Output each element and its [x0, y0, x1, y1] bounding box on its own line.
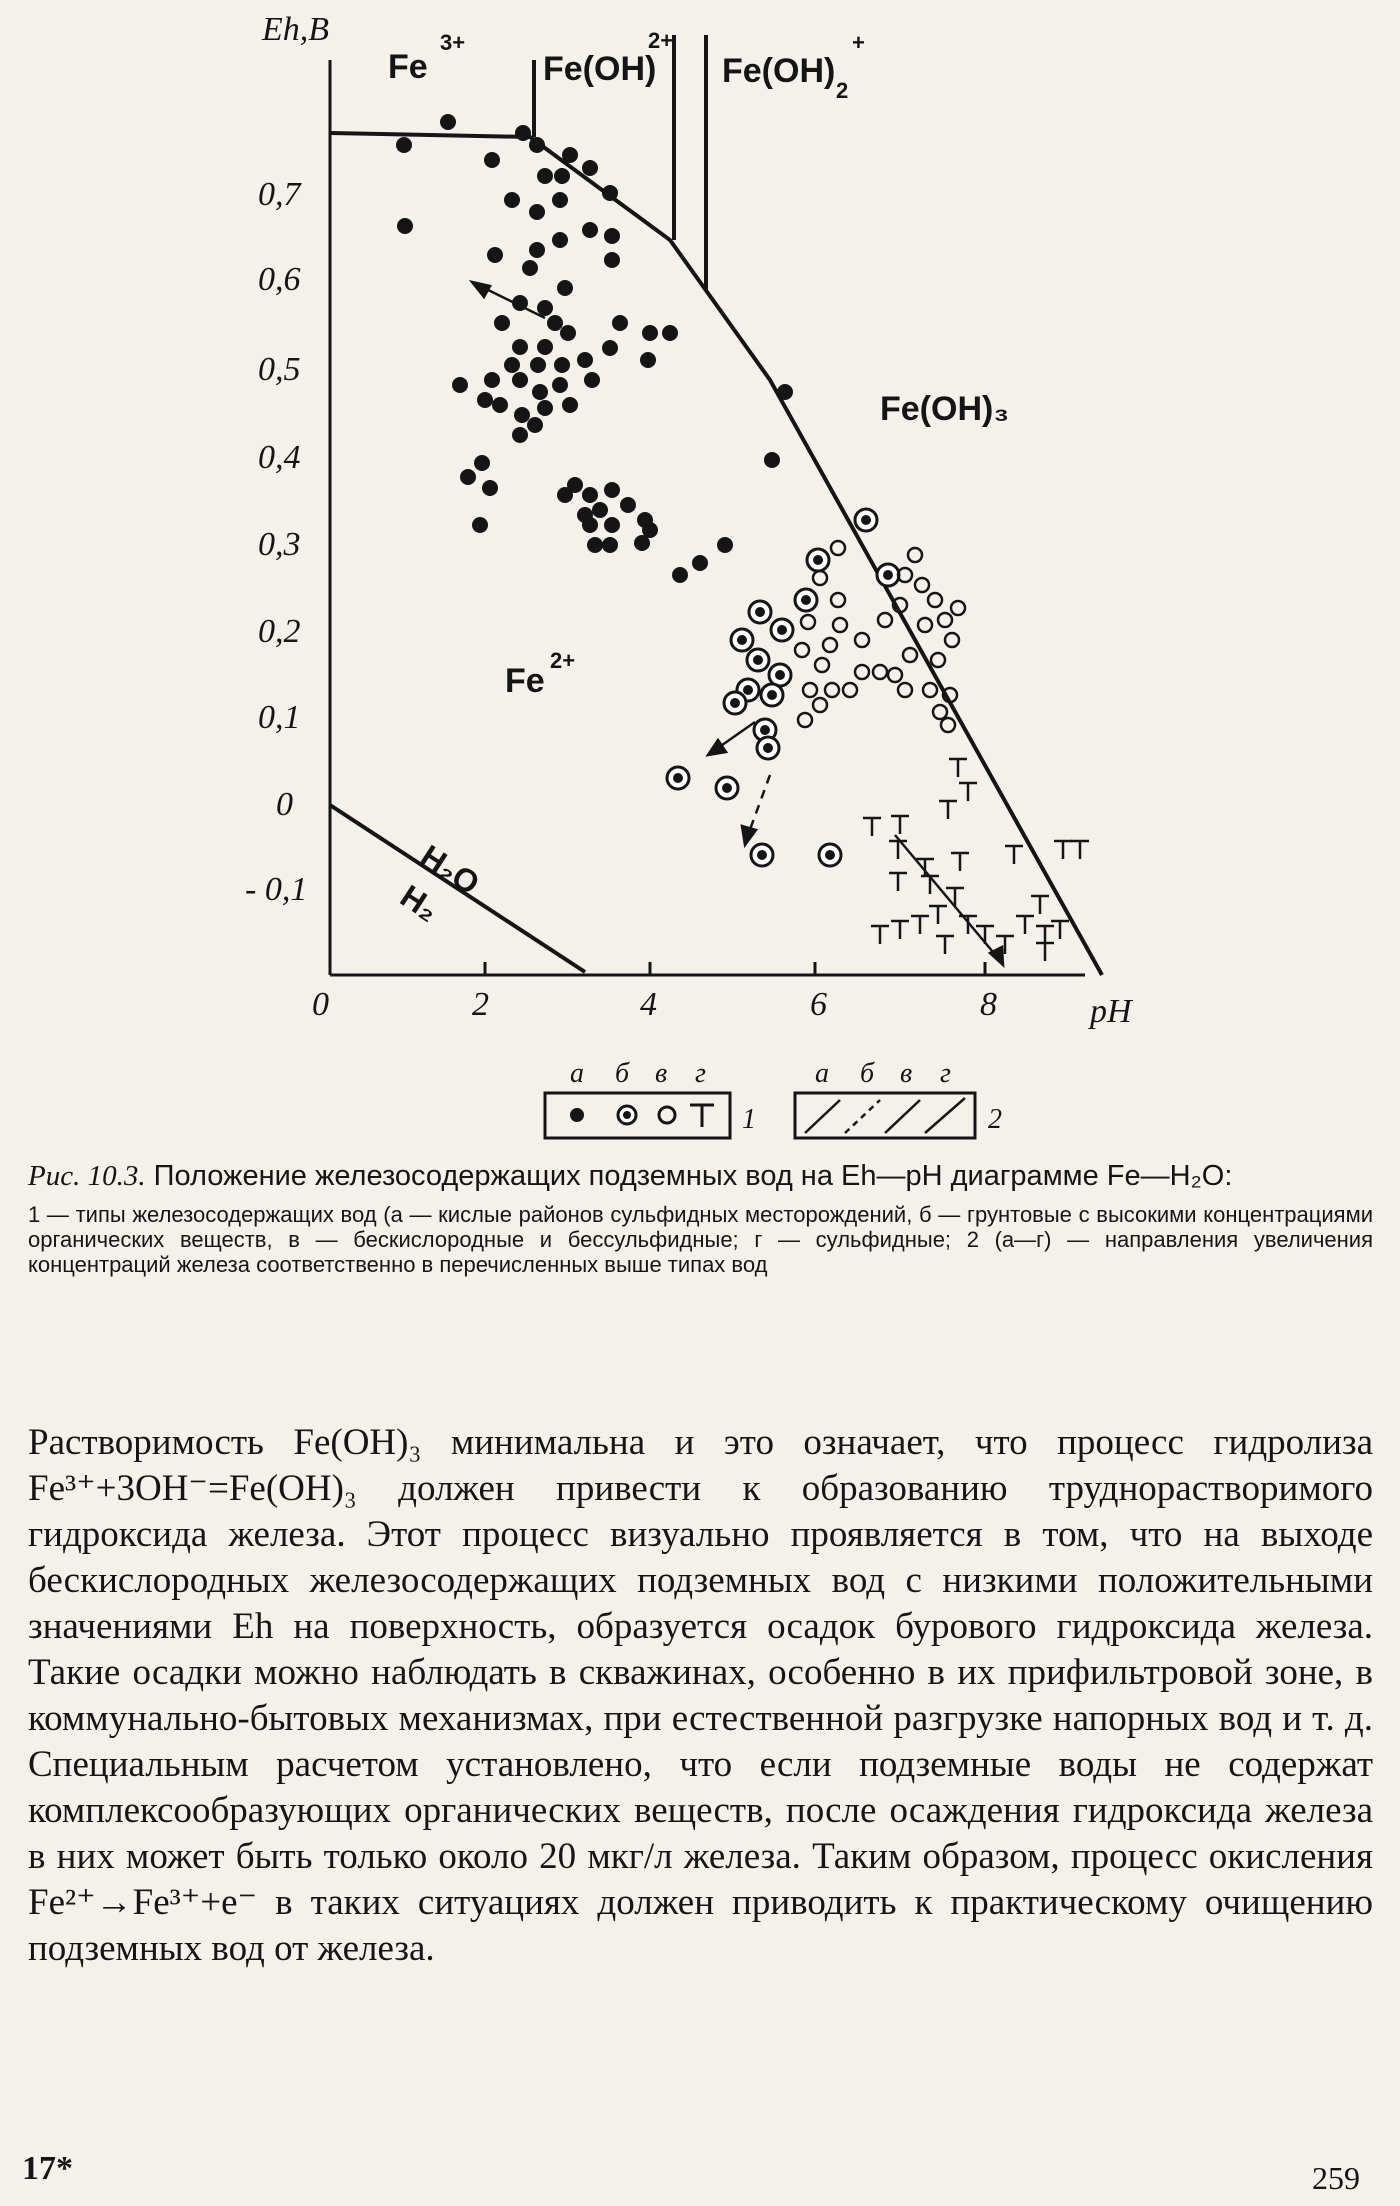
- y-tick-label: 0,4: [258, 439, 301, 476]
- water-point-c: [798, 713, 812, 727]
- arrowhead: [472, 282, 490, 297]
- caption-title: Положение железосодержащих подземных вод на Eh—pH диаграмме Fe—H₂O:: [153, 1160, 1233, 1192]
- water-point-a: [530, 357, 546, 373]
- water-point-a: [592, 502, 608, 518]
- water-point-a: [472, 517, 488, 533]
- water-point-d: [889, 841, 907, 859]
- legend-group-1-number: 1: [742, 1104, 756, 1135]
- water-point-c: [855, 633, 869, 647]
- legend-letter: г: [695, 1058, 706, 1089]
- water-point-b-core: [813, 555, 823, 565]
- water-point-a: [764, 452, 780, 468]
- x-tick-label: 6: [810, 986, 827, 1023]
- y-tick-labels: [245, 176, 307, 908]
- water-point-d: [936, 936, 954, 954]
- water-point-d: [863, 818, 881, 836]
- legend-letter: а: [815, 1058, 829, 1089]
- water-point-a: [582, 517, 598, 533]
- water-point-c: [908, 548, 922, 562]
- water-point-a: [604, 517, 620, 533]
- water-point-a: [397, 218, 413, 234]
- water-point-d: [891, 816, 909, 834]
- water-point-d: [891, 921, 909, 939]
- water-point-a: [532, 384, 548, 400]
- trend-arrow-d: [895, 835, 998, 958]
- water-point-c: [813, 698, 827, 712]
- water-point-a: [582, 487, 598, 503]
- water-point-d: [949, 759, 967, 777]
- water-point-a: [514, 407, 530, 423]
- water-point-a: [552, 377, 568, 393]
- water-point-a: [602, 185, 618, 201]
- water-point-d: [889, 873, 907, 891]
- legend-symbol-b-core: [623, 1111, 631, 1119]
- y-tick-label: - 0,1: [245, 871, 308, 908]
- water-point-a: [494, 315, 510, 331]
- water-point-a: [560, 325, 576, 341]
- water-point-d: [1016, 916, 1034, 934]
- water-point-d: [946, 888, 964, 906]
- water-point-a: [474, 455, 490, 471]
- water-point-a: [529, 204, 545, 220]
- water-point-b-core: [861, 515, 871, 525]
- water-point-b-core: [755, 607, 765, 617]
- water-point-c: [928, 593, 942, 607]
- water-point-b-core: [777, 625, 787, 635]
- water-point-b-core: [753, 655, 763, 665]
- legend-letter: б: [615, 1058, 630, 1089]
- water-point-a: [529, 137, 545, 153]
- water-point-a: [522, 260, 538, 276]
- water-point-a: [452, 377, 468, 393]
- water-point-c: [923, 683, 937, 697]
- water-point-b-core: [760, 725, 770, 735]
- water-point-a: [547, 315, 563, 331]
- water-point-c: [918, 618, 932, 632]
- water-point-c: [941, 718, 955, 732]
- field-label-feoh3: Fe(OH)₃: [880, 390, 1010, 428]
- water-point-c: [831, 593, 845, 607]
- water-point-a: [512, 339, 528, 355]
- field-label-feoh2-sub: 2: [836, 78, 849, 103]
- field-label-fe3-charge: 3+: [440, 30, 466, 55]
- water-point-a: [557, 280, 573, 296]
- water-point-c: [813, 571, 827, 585]
- field-label-feoh2-charge: +: [852, 30, 865, 55]
- water-point-a: [640, 352, 656, 368]
- water-point-c: [843, 683, 857, 697]
- x-tick-label: 0: [312, 986, 329, 1023]
- water-point-c: [878, 613, 892, 627]
- trend-arrows: [472, 282, 1003, 965]
- water-point-c: [823, 638, 837, 652]
- x-axis-ticks: [485, 962, 985, 975]
- legend-letter: б: [860, 1058, 875, 1089]
- y-tick-label: 0,2: [258, 613, 301, 650]
- water-point-b-core: [767, 690, 777, 700]
- water-point-a: [537, 300, 553, 316]
- field-label-feoh2: Fe(OH): [722, 52, 836, 90]
- water-point-a: [552, 192, 568, 208]
- water-point-d: [1036, 943, 1054, 961]
- water-point-b-core: [775, 670, 785, 680]
- water-point-c: [915, 578, 929, 592]
- water-point-a: [584, 372, 600, 388]
- legend: [545, 1058, 1002, 1138]
- field-label-fe2-charge: 2+: [550, 648, 576, 673]
- water-point-d: [871, 926, 889, 944]
- water-point-a: [492, 397, 508, 413]
- water-point-a: [602, 537, 618, 553]
- water-point-d: [1031, 896, 1049, 914]
- water-point-a: [529, 242, 545, 258]
- water-point-b-core: [801, 595, 811, 605]
- water-point-d: [1051, 921, 1069, 939]
- water-point-a: [515, 125, 531, 141]
- legend-letter: а: [570, 1058, 584, 1089]
- field-label-fe2: Fe: [505, 662, 545, 700]
- water-point-c: [825, 683, 839, 697]
- water-point-c: [933, 705, 947, 719]
- x-tick-label: 8: [980, 986, 997, 1023]
- water-point-c: [855, 665, 869, 679]
- water-point-a: [562, 397, 578, 413]
- water-point-c: [951, 601, 965, 615]
- legend-symbol-c: [659, 1107, 675, 1123]
- water-point-a: [602, 340, 618, 356]
- stability-boundaries: [330, 35, 1102, 975]
- caption-legend-text: 1 — типы железосодержащих вод (а — кислые районов сульфидных месторождений, б — грунтовые с высокими концентрациями органических веществ, в — бескислородные и бессульфидные; г — сульфидные; 2 (а—г) — направления увеличения концентраций железа соответственно в перечисленных выше типах вод: [28, 1202, 1373, 1277]
- legend-letter: в: [655, 1058, 668, 1089]
- legend-symbol-a: [570, 1108, 584, 1122]
- y-tick-label: 0,1: [258, 699, 301, 736]
- water-point-a: [642, 325, 658, 341]
- water-point-a: [604, 482, 620, 498]
- water-point-a: [604, 252, 620, 268]
- legend-letter: г: [940, 1058, 951, 1089]
- water-point-a: [554, 357, 570, 373]
- water-point-c: [945, 633, 959, 647]
- water-point-a: [557, 487, 573, 503]
- water-point-a: [587, 537, 603, 553]
- x-tick-label: 4: [640, 986, 657, 1023]
- water-point-b-core: [757, 850, 767, 860]
- water-point-d: [929, 906, 947, 924]
- y-tick-label: 0,5: [258, 351, 301, 388]
- arrowhead: [708, 740, 726, 755]
- water-point-a: [504, 192, 520, 208]
- water-point-c: [898, 683, 912, 697]
- x-tick-labels: [312, 986, 997, 1023]
- water-point-d: [1036, 926, 1054, 944]
- y-tick-label: 0,6: [258, 261, 301, 298]
- water-point-a: [396, 137, 412, 153]
- water-point-c: [931, 653, 945, 667]
- water-point-d: [1054, 841, 1072, 859]
- water-point-c: [903, 648, 917, 662]
- water-point-d: [911, 916, 929, 934]
- water-point-c: [831, 541, 845, 555]
- water-point-a: [717, 537, 733, 553]
- water-point-a: [577, 352, 593, 368]
- water-point-a: [562, 147, 578, 163]
- y-tick-label: 0: [276, 786, 293, 823]
- y-axis-label: Eh,B: [262, 11, 330, 48]
- water-point-a: [482, 480, 498, 496]
- caption-title-line: [28, 1158, 1373, 1194]
- water-point-a: [484, 372, 500, 388]
- water-point-c: [873, 665, 887, 679]
- water-point-a: [604, 228, 620, 244]
- figure-number: Рис. 10.3.: [28, 1160, 146, 1192]
- body-paragraph: Растворимость Fe(OH)₃ минимальна и это означает, что процесс гидролиза Fe³⁺+3OH⁻=Fe(OH)₃ должен привести к образованию труднорастворимого гидроксида железа. Этот процесс визуально проявляется в том, что на выходе бескислородных железосодержащих подземных вод с низкими положительными значениями Eh на поверхность, образуется осадок бурового гидроксида железа. Такие осадки можно наблюдать в скважинах, особенно в их прифильтровой зоне, в коммунально-бытовых механизмах, при естественной разгрузке напорных вод и т. д. Специальным расчетом установлено, что если подземные воды не содержат комплексообразующих органических веществ, после осаждения гидроксида железа в них может быть только около 20 мкг/л железа. Таким образом, процесс окисления Fe²⁺→Fe³⁺+e⁻ в таких ситуациях должен приводить к практическому очищению подземных вод от железа.: [28, 1422, 1373, 1969]
- field-label-fe3: Fe: [388, 48, 428, 86]
- water-point-c: [803, 683, 817, 697]
- water-point-a: [484, 152, 500, 168]
- water-point-b-core: [730, 698, 740, 708]
- field-label-feoh: Fe(OH): [543, 50, 657, 88]
- water-point-c: [833, 618, 847, 632]
- water-point-a: [537, 339, 553, 355]
- water-point-b-core: [883, 570, 893, 580]
- water-point-b-core: [743, 685, 753, 695]
- water-point-b-core: [673, 773, 683, 783]
- legend-letter: в: [900, 1058, 913, 1089]
- water-point-d: [959, 783, 977, 801]
- y-tick-label: 0,3: [258, 526, 301, 563]
- x-axis-label: pH: [1090, 993, 1132, 1030]
- water-point-a: [777, 384, 793, 400]
- signature-mark: 17*: [22, 2150, 73, 2187]
- field-label-feoh-charge: 2+: [648, 28, 674, 53]
- arrowhead: [742, 826, 756, 845]
- water-point-a: [582, 222, 598, 238]
- water-point-a: [460, 469, 476, 485]
- water-point-c: [801, 615, 815, 629]
- figure-caption: [28, 1158, 1373, 1277]
- water-point-a: [582, 160, 598, 176]
- water-point-a: [554, 168, 570, 184]
- water-point-c: [795, 643, 809, 657]
- legend-group-2-number: 2: [988, 1104, 1002, 1135]
- water-point-c: [815, 658, 829, 672]
- legend-arrow-symbols: [805, 1098, 965, 1133]
- water-point-a: [552, 232, 568, 248]
- y-tick-label: 0,7: [258, 176, 301, 213]
- water-point-d: [1005, 846, 1023, 864]
- water-point-d: [1071, 841, 1089, 859]
- water-point-a: [692, 555, 708, 571]
- water-point-a: [537, 168, 553, 184]
- trend-arrow-c: [748, 775, 770, 835]
- water-point-c: [888, 668, 902, 682]
- water-point-a: [642, 522, 658, 538]
- water-point-d: [951, 853, 969, 871]
- field-label-h2o: H₂O: [414, 837, 486, 902]
- water-point-c: [938, 613, 952, 627]
- water-point-a: [440, 114, 456, 130]
- page-number: 259: [1312, 2160, 1360, 2196]
- water-point-b-core: [763, 743, 773, 753]
- water-point-a: [620, 497, 636, 513]
- water-point-a: [512, 372, 528, 388]
- water-point-a: [487, 247, 503, 263]
- x-tick-label: 2: [472, 986, 489, 1023]
- water-point-b-core: [737, 635, 747, 645]
- water-point-a: [512, 427, 528, 443]
- water-point-a: [504, 357, 520, 373]
- legend-symbol-d: [690, 1105, 714, 1127]
- water-point-b-core: [825, 850, 835, 860]
- water-point-b-core: [722, 783, 732, 793]
- water-point-a: [612, 315, 628, 331]
- water-point-a: [477, 392, 493, 408]
- water-point-a: [672, 567, 688, 583]
- water-point-a: [527, 417, 543, 433]
- field-label-h2: H₂: [394, 877, 446, 929]
- water-point-d: [939, 801, 957, 819]
- water-point-a: [662, 325, 678, 341]
- water-point-a: [537, 400, 553, 416]
